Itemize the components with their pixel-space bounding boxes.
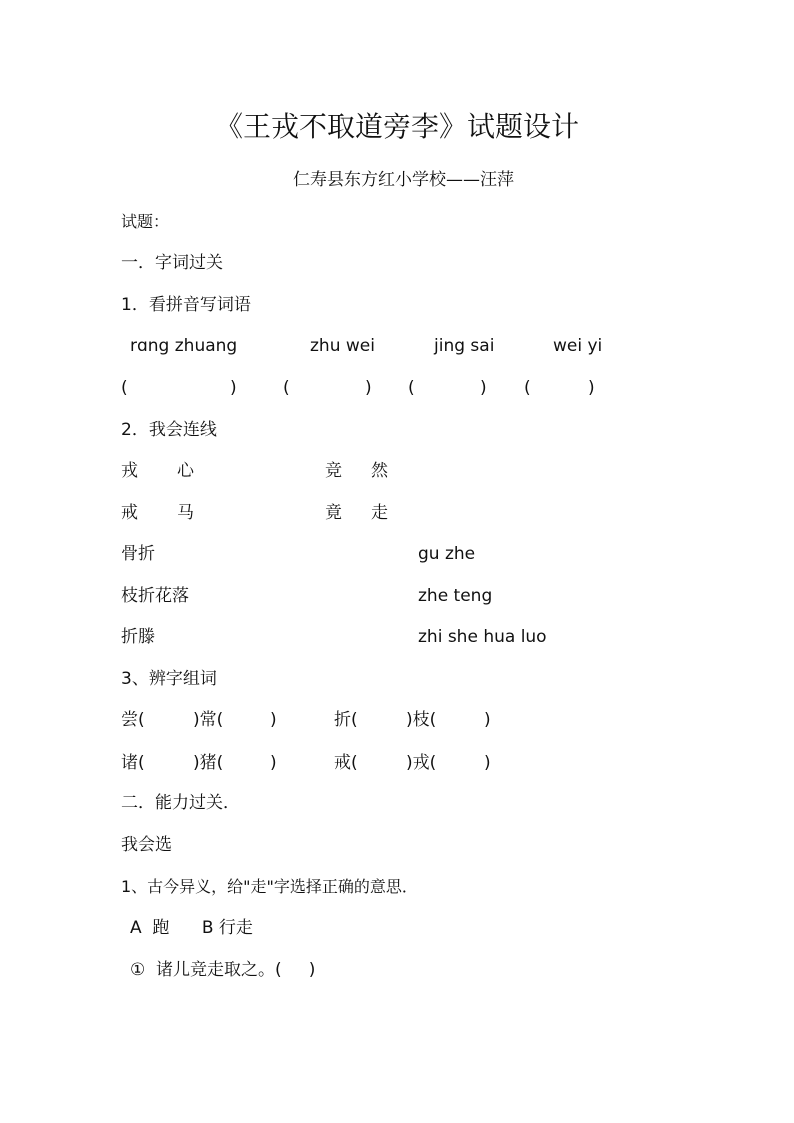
match-pinyin: gu zhe xyxy=(418,544,476,564)
section-heading-words: 一．字词过关 xyxy=(121,253,223,273)
match-char: 戎 xyxy=(121,461,138,481)
bianzi-item: ) xyxy=(270,710,277,730)
pinyin-item: zhu wei xyxy=(310,336,375,356)
choose-title: 我会选 xyxy=(121,835,172,855)
question-bianzi-title: 3、辨字组词 xyxy=(121,669,217,689)
bianzi-item: 诸( xyxy=(121,753,145,773)
match-char: 马 xyxy=(177,503,194,523)
answer-blank-close: ) xyxy=(230,378,237,398)
bianzi-item: 尝( xyxy=(121,710,145,730)
match-char: 竞 xyxy=(325,461,342,481)
bianzi-item: ) xyxy=(484,753,491,773)
bianzi-item: )枝( xyxy=(406,710,437,730)
question-match-title: 2．我会连线 xyxy=(121,420,217,440)
answer-blank-close: ) xyxy=(480,378,487,398)
bianzi-item: )戎( xyxy=(406,753,437,773)
answer-blank-open: ( xyxy=(121,378,128,398)
answer-blank-close: ) xyxy=(365,378,372,398)
match-pinyin: zhi she hua luo xyxy=(418,627,547,647)
pinyin-item: wei yi xyxy=(553,336,603,356)
section-heading-ability: 二．能力过关． xyxy=(121,793,240,813)
match-word: 枝折花落 xyxy=(121,586,189,606)
match-word: 折滕 xyxy=(121,627,155,647)
question-pinyin-title: 1．看拼音写词语 xyxy=(121,295,251,315)
question-item: ① 诸儿竞走取之。( ) xyxy=(130,960,316,980)
test-label: 试题： xyxy=(121,212,170,231)
page-title: 《王戎不取道旁李》试题设计 xyxy=(214,110,579,143)
bianzi-item: 折( xyxy=(334,710,358,730)
answer-options: A 跑 B 行走 xyxy=(130,918,253,938)
answer-blank-close: ) xyxy=(588,378,595,398)
match-pinyin: zhe teng xyxy=(418,586,493,606)
match-char: 竟 xyxy=(325,503,342,523)
bianzi-item: ) xyxy=(270,753,277,773)
bianzi-item: ) xyxy=(484,710,491,730)
answer-blank-open: ( xyxy=(283,378,290,398)
pinyin-item: rɑng zhuang xyxy=(130,336,238,356)
match-char: 戒 xyxy=(121,503,138,523)
match-word: 骨折 xyxy=(121,544,155,564)
answer-blank-open: ( xyxy=(408,378,415,398)
bianzi-item: )常( xyxy=(193,710,224,730)
bianzi-item: 戒( xyxy=(334,753,358,773)
author-line: 仁寿县东方红小学校——汪萍 xyxy=(293,170,514,190)
bianzi-item: )猪( xyxy=(193,753,224,773)
match-char: 心 xyxy=(177,461,194,481)
match-char: 走 xyxy=(371,503,388,523)
answer-blank-open: ( xyxy=(524,378,531,398)
match-char: 然 xyxy=(371,461,388,481)
question-gujin: 1、古今异义，给"走"字选择正确的意思． xyxy=(121,877,418,896)
pinyin-item: jing sai xyxy=(434,336,495,356)
